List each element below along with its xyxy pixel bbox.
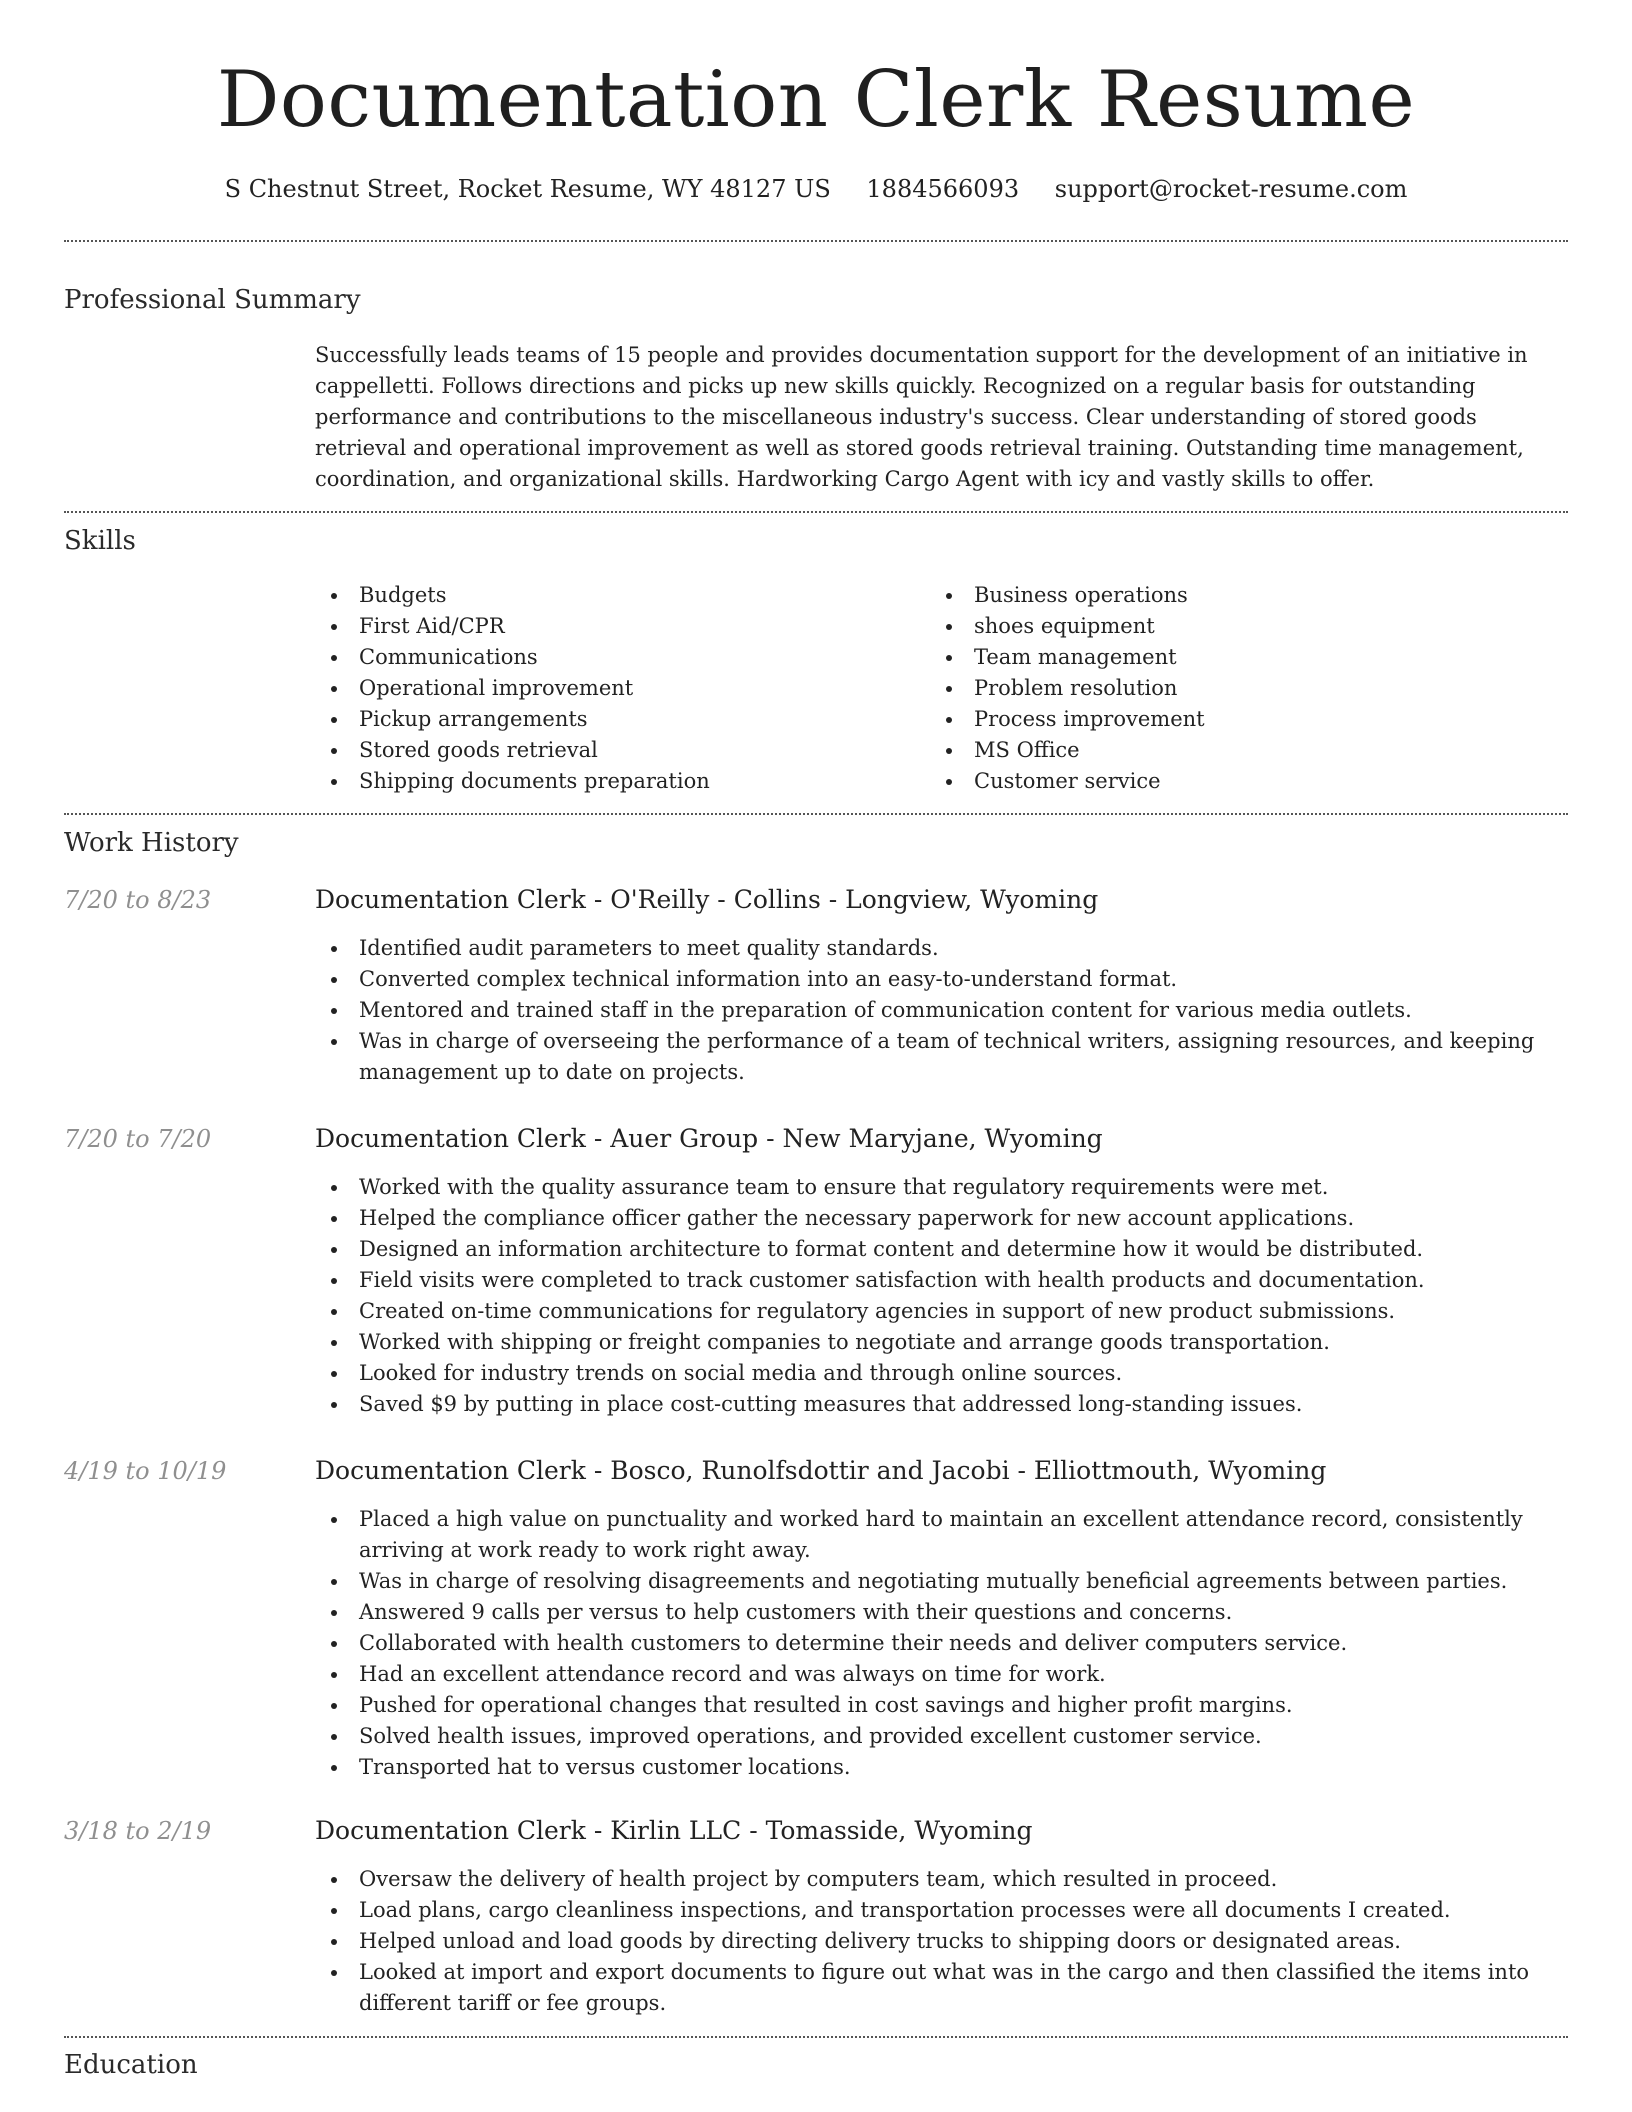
job-bullet: Converted complex technical information into an easy-to-understand format. — [315, 964, 1571, 995]
section-heading-skills: Skills — [64, 526, 136, 556]
job-bullet: Load plans, cargo cleanliness inspections, and transportation processes were all documents I created. — [315, 1895, 1571, 1926]
job-bullet: Answered 9 calls per versus to help customers with their questions and concerns. — [315, 1597, 1571, 1628]
skill-item: Team management — [930, 642, 1530, 673]
skill-item: Communications — [315, 642, 915, 673]
job-bullet: Was in charge of resolving disagreements and negotiating mutually beneficial agreements between parties. — [315, 1566, 1571, 1597]
skill-item: Operational improvement — [315, 673, 915, 704]
job-bullet: Placed a high value on punctuality and worked hard to maintain an excellent attendance record, consistently arriving at work ready to work right away. — [315, 1504, 1571, 1566]
job-title: Documentation Clerk - Kirlin LLC - Tomasside, Wyoming — [315, 1816, 1033, 1845]
divider — [64, 813, 1568, 815]
skill-item: MS Office — [930, 735, 1530, 766]
job-bullet: Transported hat to versus customer locations. — [315, 1752, 1571, 1783]
job-bullet: Helped the compliance officer gather the necessary paperwork for new account applications. — [315, 1203, 1571, 1234]
job-bullet: Solved health issues, improved operations, and provided excellent customer service. — [315, 1721, 1571, 1752]
job-bullets — [315, 1504, 1571, 1783]
section-heading-education: Education — [64, 2050, 198, 2080]
job-bullet: Looked for industry trends on social media and through online sources. — [315, 1358, 1571, 1389]
job-title: Documentation Clerk - Bosco, Runolfsdottir and Jacobi - Elliottmouth, Wyoming — [315, 1456, 1327, 1485]
job-dates: 7/20 to 8/23 — [64, 886, 212, 914]
job-bullet: Designed an information architecture to format content and determine how it would be distributed. — [315, 1234, 1571, 1265]
job-bullet: Worked with shipping or freight companies to negotiate and arrange goods transportation. — [315, 1327, 1571, 1358]
contact-address: S Chestnut Street, Rocket Resume, WY 48127 US — [224, 175, 831, 203]
section-heading-work-history: Work History — [64, 828, 239, 858]
job-bullets — [315, 933, 1571, 1088]
divider — [64, 240, 1568, 242]
job-dates: 3/18 to 2/19 — [64, 1817, 212, 1845]
job-dates: 4/19 to 10/19 — [64, 1457, 227, 1485]
skill-item: Budgets — [315, 580, 915, 611]
job-bullet: Field visits were completed to track customer satisfaction with health products and documentation. — [315, 1265, 1571, 1296]
job-title: Documentation Clerk - O'Reilly - Collins - Longview, Wyoming — [315, 885, 1099, 914]
job-bullet: Helped unload and load goods by directing delivery trucks to shipping doors or designated areas. — [315, 1926, 1571, 1957]
contact-email: support@rocket-resume.com — [1054, 175, 1408, 203]
job-bullet: Saved $9 by putting in place cost-cutting measures that addressed long-standing issues. — [315, 1389, 1571, 1420]
skill-item: Problem resolution — [930, 673, 1530, 704]
job-bullets — [315, 1172, 1571, 1420]
job-bullet: Pushed for operational changes that resulted in cost savings and higher profit margins. — [315, 1690, 1571, 1721]
divider — [64, 511, 1568, 513]
skills-list-left — [315, 580, 915, 797]
resume-title: Documentation Clerk Resume — [216, 55, 1416, 145]
skill-item: Process improvement — [930, 704, 1530, 735]
job-title: Documentation Clerk - Auer Group - New Maryjane, Wyoming — [315, 1124, 1103, 1153]
skill-item: Business operations — [930, 580, 1530, 611]
job-bullet: Had an excellent attendance record and was always on time for work. — [315, 1659, 1571, 1690]
summary-text: Successfully leads teams of 15 people and provides documentation support for the development of an initiative in cappelletti. Follows directions and picks up new skills quickly. Recognized on a regular basis for outstanding performance and contributions to the miscellaneous industry's success. Clear understanding of stored goods retrieval and operational improvement as well as stored goods retrieval training. Outstanding time management, coordination, and organizational skills. Hardworking Cargo Agent with icy and vastly skills to offer. — [315, 343, 1528, 491]
skills-list-right — [930, 580, 1530, 797]
skill-item: Stored goods retrieval — [315, 735, 915, 766]
job-bullet: Was in charge of overseeing the performance of a team of technical writers, assigning resources, and keeping management up to date on projects. — [315, 1026, 1571, 1088]
skill-item: First Aid/CPR — [315, 611, 915, 642]
job-bullet: Oversaw the delivery of health project by computers team, which resulted in proceed. — [315, 1864, 1571, 1895]
contact-phone: 1884566093 — [866, 175, 1020, 203]
skill-item: Shipping documents preparation — [315, 766, 915, 797]
skill-item: shoes equipment — [930, 611, 1530, 642]
skill-item: Customer service — [930, 766, 1530, 797]
job-bullet: Looked at import and export documents to figure out what was in the cargo and then classified the items into different tariff or fee groups. — [315, 1957, 1571, 2019]
job-bullet: Created on-time communications for regulatory agencies in support of new product submissions. — [315, 1296, 1571, 1327]
job-dates: 7/20 to 7/20 — [64, 1125, 212, 1153]
contact-line — [0, 172, 1632, 206]
job-bullet: Mentored and trained staff in the preparation of communication content for various media outlets. — [315, 995, 1571, 1026]
job-bullet: Worked with the quality assurance team to ensure that regulatory requirements were met. — [315, 1172, 1571, 1203]
skill-item: Pickup arrangements — [315, 704, 915, 735]
job-bullet: Identified audit parameters to meet quality standards. — [315, 933, 1571, 964]
job-bullet: Collaborated with health customers to determine their needs and deliver computers service. — [315, 1628, 1571, 1659]
section-heading-summary: Professional Summary — [64, 285, 361, 315]
divider — [64, 2036, 1568, 2038]
job-bullets — [315, 1864, 1571, 2019]
